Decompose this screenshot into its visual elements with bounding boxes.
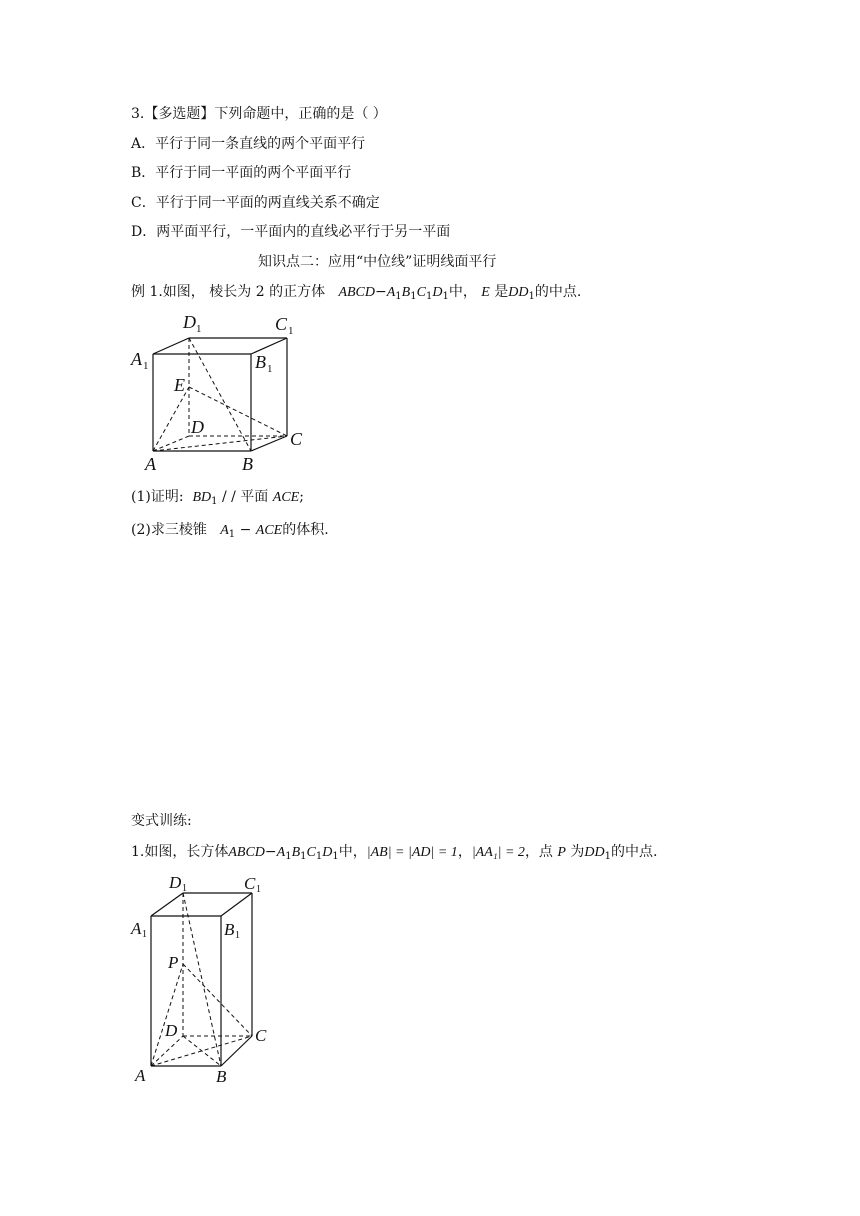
q3-option-a: A．平行于同一条直线的两个平面平行: [131, 136, 366, 152]
section-heading: 知识点二：应用“中位线”证明线面平行: [258, 254, 497, 270]
example1-sub: 1: [442, 291, 449, 302]
q1-parallel-plane: / / 平面: [221, 489, 269, 505]
q2-ace: ACE: [255, 523, 283, 538]
fig1-label-sub: 1: [267, 363, 273, 375]
q1-ace: ACE: [272, 490, 300, 505]
fig2-label-p: P: [168, 953, 179, 972]
variant-aa1: |AA₁| = 2: [471, 845, 525, 860]
fig1-label-b: B: [242, 454, 253, 474]
example1-d1: D: [432, 285, 443, 300]
q2-sub: 1: [228, 529, 236, 540]
variant-for: 为: [570, 844, 585, 860]
variant-ab-ad: |AB| = |AD| = 1: [366, 845, 458, 860]
fig2-label-d: D: [165, 1021, 178, 1040]
variant-point: ，点: [524, 844, 553, 860]
variant-cube-name: ABCD: [228, 845, 265, 860]
variant-problem1: [131, 843, 657, 866]
q2-a: A: [220, 523, 229, 538]
q1-prefix: (1)证明:: [131, 489, 184, 505]
cube-figure: [125, 308, 325, 478]
fig1-label-a1: A: [131, 349, 142, 369]
q3-option-c: C．平行于同一平面的两直线关系不确定: [131, 195, 380, 211]
variant-minus: −: [264, 844, 277, 860]
variant-mid: 中，: [338, 844, 367, 860]
fig2-label-a: A: [135, 1066, 146, 1085]
variant-sub: 1: [604, 851, 612, 862]
example1-dd: DD: [508, 285, 529, 300]
example1-sub: 1: [528, 291, 535, 302]
q3-title: 3.【多选题】下列命题中，正确的是（ ）: [131, 106, 387, 122]
example1-is: 是: [494, 284, 509, 300]
variant-d1: D: [322, 845, 333, 860]
example1-sub: 1: [425, 291, 433, 302]
variant-heading: 变式训练:: [131, 813, 192, 829]
q2-end: 的体积.: [282, 522, 329, 538]
variant-dd: DD: [584, 845, 605, 860]
example1-cube-name: ABCD: [338, 285, 375, 300]
example1-question1: [131, 488, 304, 511]
fig1-label-sub: 1: [143, 360, 149, 372]
fig2-label-sub: 1: [235, 930, 240, 941]
q1-sub: 1: [211, 496, 218, 507]
variant-c1: C: [306, 845, 316, 860]
fig2-label-a1: A: [131, 919, 142, 938]
q3-option-b: B．平行于同一平面的两个平面平行: [131, 165, 352, 181]
example1-tail: 的中点.: [534, 284, 582, 300]
prism-figure: [125, 868, 285, 1088]
variant-sub: 1: [300, 851, 307, 862]
fig2-label-sub: 1: [182, 883, 187, 894]
example1-question2: [131, 521, 329, 544]
example1-a1: A: [386, 285, 396, 300]
example1-statement: [131, 283, 581, 306]
fig2-label-sub: 1: [142, 929, 147, 940]
q3-option-d: D．两平面平行，一平面内的直线必平行于另一平面: [131, 224, 451, 240]
fig1-label-sub: 1: [196, 323, 202, 335]
fig1-label-sub: 1: [288, 325, 294, 337]
fig2-label-b: B: [216, 1067, 227, 1086]
variant-a1: A: [276, 845, 286, 860]
variant-comma: ，: [457, 844, 472, 860]
fig2-label-d1: D: [169, 873, 182, 892]
variant-prefix: 1.如图，长方体: [131, 844, 229, 860]
fig2-label-sub: 1: [256, 884, 261, 895]
example1-prefix: 例 1.如图， 棱长为 2 的正方体: [131, 284, 326, 300]
example1-minus: −: [375, 284, 387, 300]
fig2-label-c1: C: [244, 874, 256, 893]
fig1-label-b1: B: [255, 352, 266, 372]
q2-prefix: (2)求三棱锥: [131, 522, 207, 538]
variant-sub: 1: [315, 851, 323, 862]
fig2-label-c: C: [255, 1026, 267, 1045]
variant-sub: 1: [285, 851, 292, 862]
fig1-label-e: E: [174, 375, 185, 395]
example1-b1: B: [401, 285, 411, 300]
variant-tail: 的中点.: [611, 844, 658, 860]
variant-p: P: [557, 845, 566, 860]
fig1-label-a: A: [145, 454, 156, 474]
fig1-label-c1: C: [275, 314, 288, 334]
q1-end: ;: [299, 489, 304, 505]
variant-sub: 1: [332, 851, 339, 862]
example1-c1: C: [416, 285, 426, 300]
example1-sub: 1: [410, 291, 417, 302]
q1-bd: BD: [192, 490, 212, 505]
fig2-label-b1: B: [224, 920, 235, 939]
fig1-label-c: C: [290, 429, 303, 449]
fig1-label-d: D: [191, 417, 204, 437]
q2-minus: −: [239, 522, 252, 538]
variant-b1: B: [291, 845, 301, 860]
example1-e: E: [481, 285, 490, 300]
example1-sub: 1: [395, 291, 402, 302]
example1-mid: 中，: [448, 284, 477, 300]
fig1-label-d1: D: [183, 312, 196, 332]
